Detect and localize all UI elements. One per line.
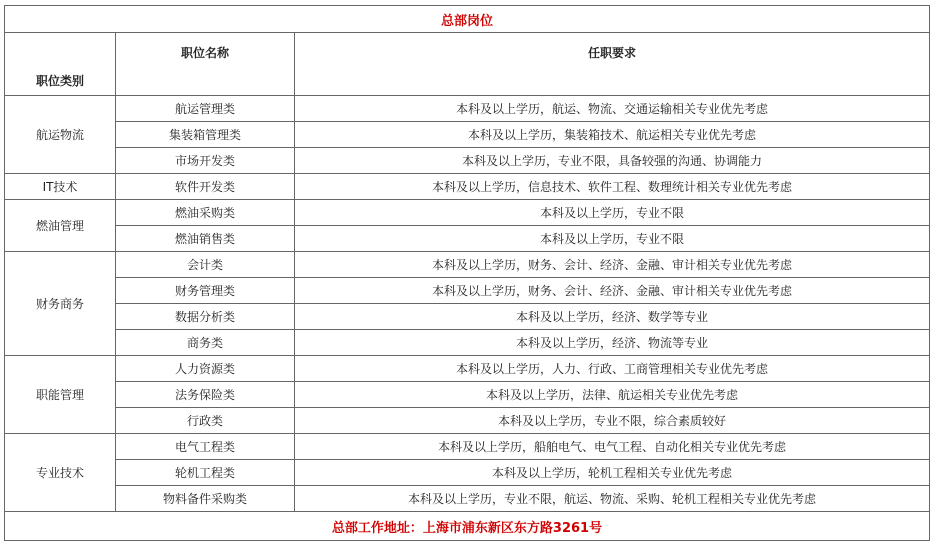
table-row <box>5 408 930 434</box>
requirement-cell: 本科及以上学历，航运、物流、交通运输相关专业优先考虑 <box>295 96 930 122</box>
requirement-cell: 本科及以上学历，经济、物流等专业 <box>295 330 930 356</box>
position-cell: 轮机工程类 <box>116 460 295 486</box>
table-row <box>5 356 930 382</box>
table-row <box>5 122 930 148</box>
requirement-cell: 本科及以上学历，信息技术、软件工程、数理统计相关专业优先考虑 <box>295 174 930 200</box>
requirement-cell: 本科及以上学历，集装箱技术、航运相关专业优先考虑 <box>295 122 930 148</box>
requirement-cell: 本科及以上学历，专业不限，综合素质较好 <box>295 408 930 434</box>
position-cell: 会计类 <box>116 252 295 278</box>
header-requirement: 任职要求 <box>295 33 930 96</box>
position-cell: 燃油销售类 <box>116 226 295 252</box>
requirement-cell: 本科及以上学历，专业不限 <box>295 226 930 252</box>
category-cell: 燃油管理 <box>5 200 116 252</box>
table-row <box>5 278 930 304</box>
requirement-cell: 本科及以上学历，专业不限，具备较强的沟通、协调能力 <box>295 148 930 174</box>
position-cell: 市场开发类 <box>116 148 295 174</box>
requirement-cell: 本科及以上学历，人力、行政、工商管理相关专业优先考虑 <box>295 356 930 382</box>
category-cell: IT技术 <box>5 174 116 200</box>
table-row <box>5 226 930 252</box>
position-cell: 商务类 <box>116 330 295 356</box>
table-row <box>5 304 930 330</box>
table-row <box>5 434 930 460</box>
footer-row <box>5 512 930 541</box>
position-cell: 物料备件采购类 <box>116 486 295 512</box>
category-cell: 职能管理 <box>5 356 116 434</box>
table-title: 总部岗位 <box>5 6 930 33</box>
table-row <box>5 96 930 122</box>
requirement-cell: 本科及以上学历，法律、航运相关专业优先考虑 <box>295 382 930 408</box>
category-cell: 航运物流 <box>5 96 116 174</box>
position-cell: 财务管理类 <box>116 278 295 304</box>
requirement-cell: 本科及以上学历，专业不限，航运、物流、采购、轮机工程相关专业优先考虑 <box>295 486 930 512</box>
table-row <box>5 200 930 226</box>
requirement-cell: 本科及以上学历，经济、数学等专业 <box>295 304 930 330</box>
position-cell: 电气工程类 <box>116 434 295 460</box>
header-category: 职位类别 <box>5 33 116 96</box>
requirement-cell: 本科及以上学历，专业不限 <box>295 200 930 226</box>
positions-table <box>4 5 930 541</box>
requirement-cell: 本科及以上学历，轮机工程相关专业优先考虑 <box>295 460 930 486</box>
table-row <box>5 174 930 200</box>
position-cell: 法务保险类 <box>116 382 295 408</box>
category-cell: 财务商务 <box>5 252 116 356</box>
requirement-cell: 本科及以上学历，财务、会计、经济、金融、审计相关专业优先考虑 <box>295 278 930 304</box>
table-row <box>5 460 930 486</box>
table-row <box>5 252 930 278</box>
position-cell: 行政类 <box>116 408 295 434</box>
position-cell: 燃油采购类 <box>116 200 295 226</box>
category-cell: 专业技术 <box>5 434 116 512</box>
table-row <box>5 382 930 408</box>
position-cell: 软件开发类 <box>116 174 295 200</box>
requirement-cell: 本科及以上学历，财务、会计、经济、金融、审计相关专业优先考虑 <box>295 252 930 278</box>
table-row <box>5 148 930 174</box>
office-address: 总部工作地址：上海市浦东新区东方路3261号 <box>5 512 930 541</box>
position-cell: 集装箱管理类 <box>116 122 295 148</box>
table-row <box>5 330 930 356</box>
position-cell: 航运管理类 <box>116 96 295 122</box>
title-row <box>5 6 930 33</box>
table-row <box>5 486 930 512</box>
position-cell: 数据分析类 <box>116 304 295 330</box>
header-row <box>5 33 930 96</box>
position-cell: 人力资源类 <box>116 356 295 382</box>
header-position: 职位名称 <box>116 33 295 96</box>
requirement-cell: 本科及以上学历，船舶电气、电气工程、自动化相关专业优先考虑 <box>295 434 930 460</box>
